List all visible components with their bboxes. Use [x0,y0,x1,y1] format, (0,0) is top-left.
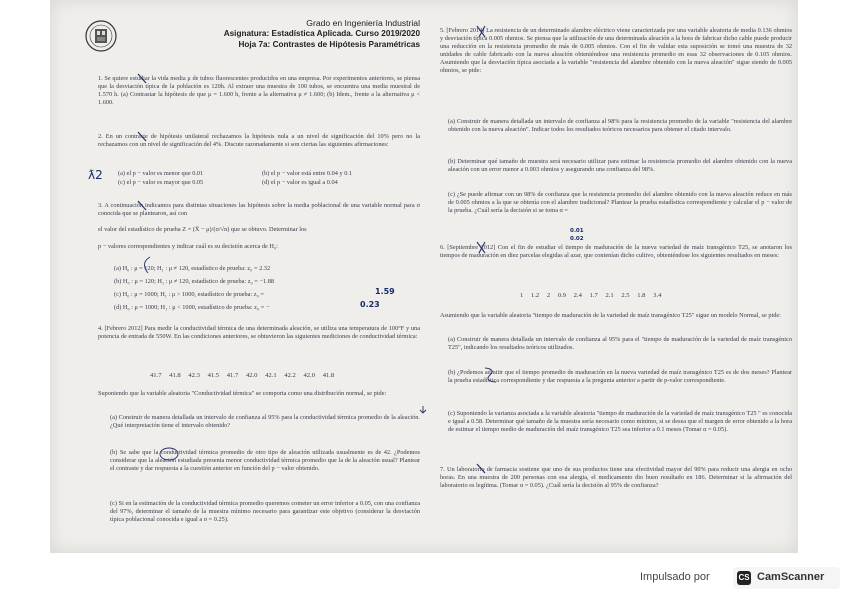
scanned-page [50,0,798,553]
problem-3-case-d: (d) H₀ : μ = 1000; H₁ : μ < 1000, estadístico de prueba: z₀ = − [114,304,270,311]
problem-5-option-b: (b) Determinar qué tamaño de muestra será necesario utilizar para estimar la resistencia promedio del alambre obtenido con la nueva aleación con un error menor a 0.003 ohmios y asegurando una confianza del 98%. [448,158,792,173]
university-seal-icon [84,18,118,56]
scanner-watermark [640,566,840,590]
problem-4-option-b: (b) Se sabe que la conductividad térmica promedio de otro tipo de aleación utilizada usualmente es de 42. ¿Podemos considerar que la aleación estudiada presenta menor conductividad térmica promedio que la de la aleación usual? Plantear el contraste y dar respuesta a la cuestión anterior en función del p − valor obtenido. [110,449,420,472]
problem-6-assumption: Asumiendo que la variable aleatoria "tiempo de maduración de la variedad de maíz transgénico T25" sigue un modelo Normal, se pide: [440,312,781,319]
cross-mark-icon [475,24,489,40]
handwritten-z-value-d: 0.23 [360,300,380,309]
problem-2-option-b: (b) el p − valor está entre 0.04 y 0.1 [262,170,353,177]
checkmark-icon [136,130,150,144]
problem-4-assumption: Suponiendo que la variable aleatoria "Conductividad térmica" se comporta como una distribución normal, se pide: [98,390,387,397]
course-title: Asignatura: Estadística Aplicada. Curso 2019/2020 [223,29,420,38]
handwritten-margin-note: ƛ2 [88,168,103,182]
problem-5: 5. [Febrero 2014] La resistencia de un determinado alambre eléctrico viene caracterizada por una variable aleatoria de media 0.136 ohmios y desviación típica 0.005 ohmios. Se piensa que la utilización de una determinada aleación a la hora de fabricar dicho cable puede producir una reducción en la resistencia promedio de más de 0.005 ohmios. Con el fin de validar esta suposición se tomó una muestra de 32 unidades de cable fabricado con la nueva aleación obteniéndose una resistencia promedio en esas 32 observaciones de 0.105 ohmios. Asumiendo que la desviación típica asociada a la variable "resistencia del alambre obtenido con la nueva aleación" sigue siendo de 0.005 ohmios, se pide: [440,27,792,74]
handwritten-alpha-2: 0.02 [570,236,584,242]
arrow-mark-icon [418,405,428,415]
handwritten-z-value-c: 1.59 [375,287,395,296]
powered-by-label: Impulsado por [640,571,710,583]
problem-7: 7. Un laboratorio de farmacia sostiene que uno de sus productos tiene una efectividad mayor del 90% para reducir una alergia en ocho horas. En una muestra de 200 personas con esa alergia, el medicamento dio buen resultado en 186. Determinar si la afirmación del laboratorio es legítima. (Tomar α = 0.05). ¿Cuál sería la decisión al 95% de confianza? [440,466,792,489]
problem-3-intro: 3. A continuación indicamos para distintas situaciones las hipótesis sobre la media poblacional de una variable normal para σ conocida que se plantearon, así con [98,202,420,217]
handwritten-alpha-1: 0.01 [570,228,584,234]
problem-6-option-c: (c) Suponiendo la varianza asociada a la variable aleatoria "tiempo de maduración de la variedad de maíz transgénico T25 " es conocida e igual a 0.58. Determinar qué tamaño de la muestra sería necesario como mínimo, si se desea que el margen de error obtenido a la hora de estimar el tiempo medio de maduración del maíz transgénico T25 sea inferior a 0.1 meses (Tomar α = 0.05). [448,410,792,433]
checkmark-icon [136,199,150,213]
problem-3-statistic: el valor del estadístico de prueba Z = (X̄ − μ)/(σ/√n) que se obtuvo. Determinar los [98,226,307,233]
problem-3-case-a: (a) H₀ : μ = 120; H₁ : μ ≠ 120, estadístico de prueba: z₀ = 2.32 [114,265,271,272]
scribble-annotation-icon [482,365,500,385]
problem-3-case-c: (c) H₀ : μ = 1000; H₁ : μ > 1000, estadístico de prueba: z₀ = [114,291,264,298]
problem-2-option-a: (a) el p − valor es menor que 0.01 [118,170,204,177]
problem-5-option-c: (c) ¿Se puede afirmar con un 98% de confianza que la resistencia promedio del alambre obtenido con la nueva aleación reduce en más de 0.005 ohmios a la que se obtenía con el alambre tradicional? Plantear la prueba estadística correspondiente y calcular el p − valor de la prueba. ¿Cuál sería la decisión si se toma α = [448,191,792,214]
camscanner-badge[interactable] [733,567,840,589]
problem-2-option-c: (c) el p − valor es mayor que 0.05 [118,179,204,186]
problem-2-option-d: (d) el p − valor es igual a 0.04 [262,179,338,186]
problem-3-task: p − valores correspondientes y indicar cuál es su decisión acerca de H₀: [98,243,278,250]
checkmark-icon [475,462,489,476]
problem-4-data: 41.7 41.8 42.3 41.5 41.7 42.0 42.1 42.2 42.0 41.8 [150,372,335,379]
problem-6-data: 1 1.2 2 0.9 2.4 1.7 2.1 2.5 1.8 3.4 [520,292,662,299]
checkmark-icon [136,72,150,86]
cross-mark-icon [475,240,489,256]
problem-4: 4. [Febrero 2012] Para medir la conductividad térmica de una determinada aleación, se utiliza una temperatura de 100°F y una potencia de entrada de 550W. En las condiciones anteriores, se obtuvieron las siguientes mediciones de conductividad térmica: [98,325,420,340]
camscanner-brand: CamScanner [757,571,825,583]
degree-title: Grado en Ingeniería Industrial [306,18,420,28]
circle-annotation-icon [158,446,180,462]
problem-6-option-b: (b) ¿Podemos admitir que el tiempo promedio de maduración en la nueva variedad de maíz transgénico T25 es de dos meses? Plantear la prueba estadística correspondiente y dar respuesta a la pregunta anterior a partir de p-valor correspondiente. [448,369,792,384]
problem-4-option-c: (c) Si en la estimación de la conductividad térmica promedio queremos cometer un error inferior a 0.05, con una confianza del 97%, determinar el tamaño de la muestra mínimo necesario para garantizar este objetivo (considerar la desviación típica poblacional conocida e igual a σ = 0.25). [110,500,420,523]
problem-1: 1. Se quiere estudiar la vida media μ de tubos fluorescentes producidos en una empresa. Por experimentos anteriores, se piensa que la desviación típica de la población es 120h. Al extraer una muestra de 100 tubos, se encuentra una media muestral de 1.570 h. (a) Contrastar la hipótesis de que μ = 1.600 h, frente a la alternativa μ ≠ 1.600; (b) Idem., frente a la alternativa μ < 1.600. [98,75,420,106]
problem-6: 6. [Septiembre 2012] Con el fin de estudiar el tiempo de maduración de la nueva variedad de maíz transgénico T25, se anotaron los tiempos de maduración en diez parcelas elegidas al azar, que contenían dicho cultivo, obteniéndose los siguientes resultados en meses: [440,244,792,259]
problem-3-case-b: (b) H₀ : μ = 120; H₁ : μ ≠ 120, estadístico de prueba: z₀ = −1.88 [114,278,275,285]
problem-2: 2. En un contraste de hipótesis unilateral rechazamos la hipótesis nula a un nivel de significación del 10% pero no la rechazamos con un nivel de significación del 4%. Discute razonadamente si son ciertas las siguientes afirmaciones: [98,133,420,148]
sheet-title: Hoja 7a: Contrastes de Hipótesis Paramétricas [238,40,420,49]
camscanner-logo-icon: CS [737,571,751,585]
problem-4-option-a: (a) Construir de manera detallada un intervalo de confianza al 95% para la conductividad térmica promedio de la aleación. ¿Qué interpretación tiene el intervalo obtenido? [110,414,420,429]
problem-6-option-a: (a) Construir de manera detallada un intervalo de confianza al 95% para el "tiempo de maduración de la variedad de maíz transgénico T25", indicando los resultados teóricos utilizados. [448,336,792,351]
bracket-annotation-icon [138,255,154,275]
problem-5-option-a: (a) Construir de manera detallada un intervalo de confianza al 98% para la resistencia promedio de la variable "resistencia del alambre obtenido con la nueva aleación". Indicar todos los resultados teóricos necesarios para obtener el citado intervalo. [448,118,792,133]
